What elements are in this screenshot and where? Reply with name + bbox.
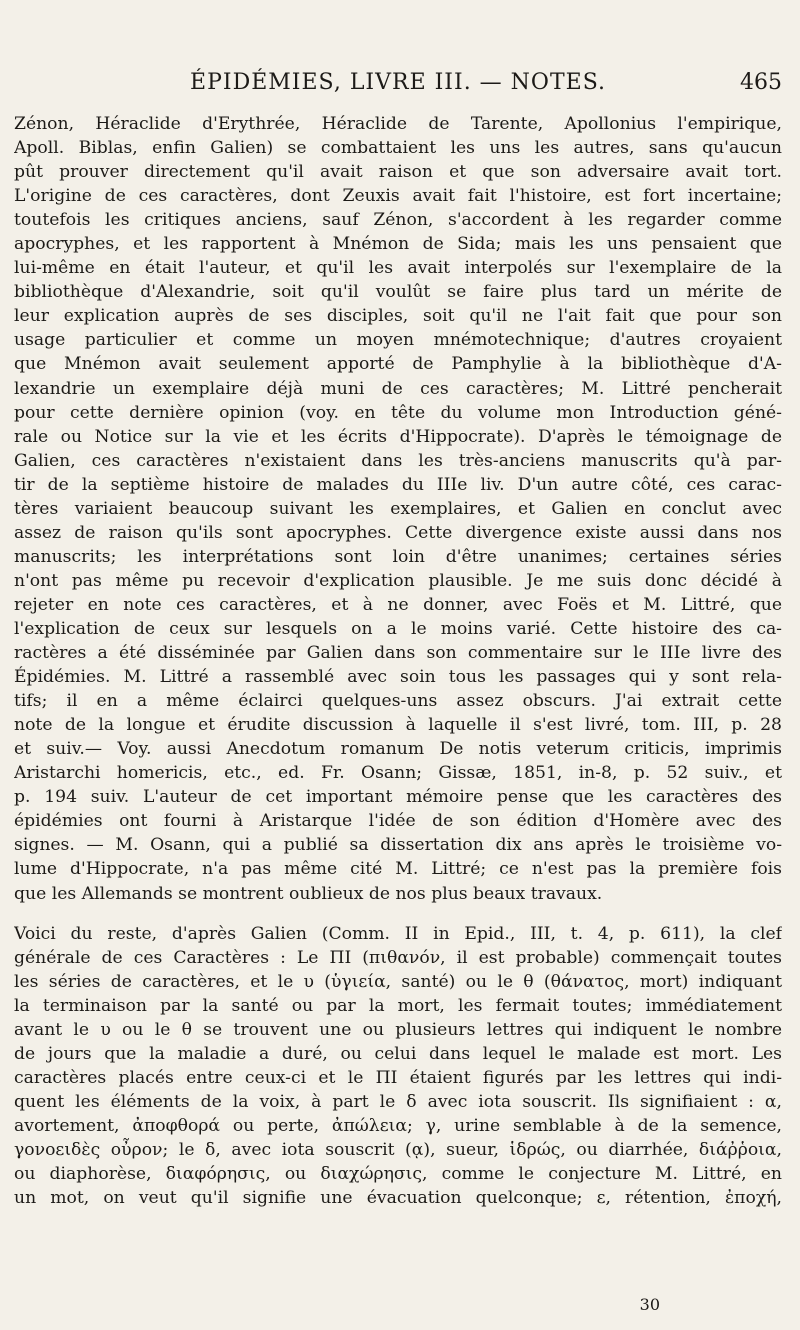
text-line: caractères placés entre ceux-ci et le ΠΙ étaient figurés par les lettres qui indi- bbox=[14, 1067, 782, 1088]
body-text bbox=[14, 112, 782, 1210]
text-line: L'origine de ces caractères, dont Zeuxis avait fait l'histoire, est fort incertaine; bbox=[14, 186, 782, 207]
text-line: quent les éléments de la voix, à part le δ avec iota souscrit. Ils signifiaient : α, bbox=[14, 1091, 782, 1112]
text-line: leur explication auprès de ses disciples, soit qu'il ne l'ait fait que pour son bbox=[14, 306, 782, 327]
text-line: les séries de caractères, et le υ (ὑγιεία, santé) ou le θ (θάνατος, mort) indiquant bbox=[14, 971, 782, 992]
text-line: signes. — M. Osann, qui a publié sa dissertation dix ans après le troisième vo- bbox=[14, 835, 782, 856]
text-line: avant le υ ou le θ se trouvent une ou plusieurs lettres qui indiquent le nombre bbox=[14, 1019, 782, 1040]
paragraph-notes bbox=[14, 112, 782, 906]
text-line: n'ont pas même pu recevoir d'explication plausible. Je me suis donc décidé à bbox=[14, 570, 782, 591]
text-line: γονοειδὲς οὖρον; le δ, avec iota souscrit (ᾳ), sueur, ἱδρώς, ou diarrhée, διάῤῥοια, bbox=[14, 1139, 782, 1160]
text-line: p. 194 suiv. L'auteur de cet important mémoire pense que les caractères des bbox=[14, 787, 782, 808]
text-line: ou diaphorèse, διαφόρησις, ou διαχώρησις, comme le conjecture M. Littré, en bbox=[14, 1164, 782, 1185]
text-line: Apoll. Biblas, enfin Galien) se combattaient les uns les autres, sans qu'aucun bbox=[14, 138, 782, 159]
text-line: Galien, ces caractères n'existaient dans les très-anciens manuscrits qu'à par- bbox=[14, 450, 782, 471]
text-line: lume d'Hippocrate, n'a pas même cité M. Littré; ce n'est pas la première fois bbox=[14, 859, 782, 880]
text-line: pour cette dernière opinion (voy. en tête du volume mon Introduction géné- bbox=[14, 402, 782, 423]
text-line: Aristarchi homericis, etc., ed. Fr. Osann; Gissæ, 1851, in-8, p. 52 suiv., et bbox=[14, 763, 782, 784]
paragraph-gap bbox=[14, 906, 782, 922]
text-line: l'explication de ceux sur lesquels on a le moins varié. Cette histoire des ca- bbox=[14, 618, 782, 639]
running-title: ÉPIDÉMIES, LIVRE III. — NOTES. bbox=[190, 70, 606, 95]
text-line: que les Allemands se montrent oublieux de nos plus beaux travaux. bbox=[14, 883, 603, 904]
text-line: tir de la septième histoire de malades du IIIe liv. D'un autre côté, ces carac- bbox=[14, 474, 782, 495]
text-line: bibliothèque d'Alexandrie, soit qu'il voulût se faire plus tard un mérite de bbox=[14, 282, 782, 303]
signature-mark: 30 bbox=[639, 1295, 660, 1314]
text-line: épidémies ont fourni à Aristarque l'idée de son édition d'Homère avec des bbox=[14, 811, 782, 832]
text-line: toutefois les critiques anciens, sauf Zénon, s'accordent à les regarder comme bbox=[14, 210, 782, 231]
text-line: rejeter en note ces caractères, et à ne donner, avec Foës et M. Littré, que bbox=[14, 594, 782, 615]
text-line: manuscrits; les interprétations sont loin d'être unanimes; certaines séries bbox=[14, 546, 782, 567]
text-line: pût prouver directement qu'il avait raison et que son adversaire avait tort. bbox=[14, 162, 782, 183]
text-line: Épidémies. M. Littré a rassemblé avec soin tous les passages qui y sont rela- bbox=[14, 667, 782, 688]
text-line: note de la longue et érudite discussion à laquelle il s'est livré, tom. III, p. 28 bbox=[14, 715, 782, 736]
text-line: rale ou Notice sur la vie et les écrits d'Hippocrate). D'après le témoignage de bbox=[14, 426, 782, 447]
text-line: de jours que la maladie a duré, ou celui dans lequel le malade est mort. Les bbox=[14, 1043, 782, 1064]
paragraph-key bbox=[14, 922, 782, 1211]
text-line: usage particulier et comme un moyen mnémotechnique; d'autres croyaient bbox=[14, 330, 782, 351]
text-line: ractères a été disséminée par Galien dans son commentaire sur le IIIe livre des bbox=[14, 643, 782, 664]
text-line: Voici du reste, d'après Galien (Comm. II in Epid., III, t. 4, p. 611), la clef bbox=[14, 923, 782, 944]
text-line: générale de ces Caractères : Le ΠΙ (πιθανόν, il est probable) commençait toutes bbox=[14, 947, 782, 968]
page-number: 465 bbox=[740, 70, 782, 95]
text-line: et suiv.— Voy. aussi Anecdotum romanum De notis veterum criticis, imprimis bbox=[14, 739, 782, 760]
text-line: avortement, ἀποφθορά ou perte, ἀπώλεια; γ, urine semblable à de la semence, bbox=[14, 1115, 782, 1136]
text-line: la terminaison par la santé ou par la mort, les fermait toutes; immédiatement bbox=[14, 995, 782, 1016]
text-line: Zénon, Héraclide d'Erythrée, Héraclide de Tarente, Apollonius l'empirique, bbox=[14, 114, 782, 134]
text-line: tères variaient beaucoup suivant les exemplaires, et Galien en conclut avec bbox=[14, 498, 782, 519]
text-line: un mot, on veut qu'il signifie une évacuation quelconque; ε, rétention, ἐποχή, bbox=[14, 1188, 782, 1209]
text-line: tifs; il en a même éclairci quelques-uns assez obscurs. J'ai extrait cette bbox=[14, 691, 782, 712]
text-line: apocryphes, et les rapportent à Mnémon de Sida; mais les uns pensaient que bbox=[14, 234, 782, 255]
text-line: que Mnémon avait seulement apporté de Pamphylie à la bibliothèque d'A- bbox=[14, 354, 782, 375]
text-line: lui-même en était l'auteur, et qu'il les avait interpolés sur l'exemplaire de la bbox=[14, 258, 782, 279]
page-header bbox=[14, 66, 782, 102]
text-line: assez de raison qu'ils sont apocryphes. Cette divergence existe aussi dans nos bbox=[14, 522, 782, 543]
text-line: lexandrie un exemplaire déjà muni de ces caractères; M. Littré pencherait bbox=[14, 378, 782, 399]
